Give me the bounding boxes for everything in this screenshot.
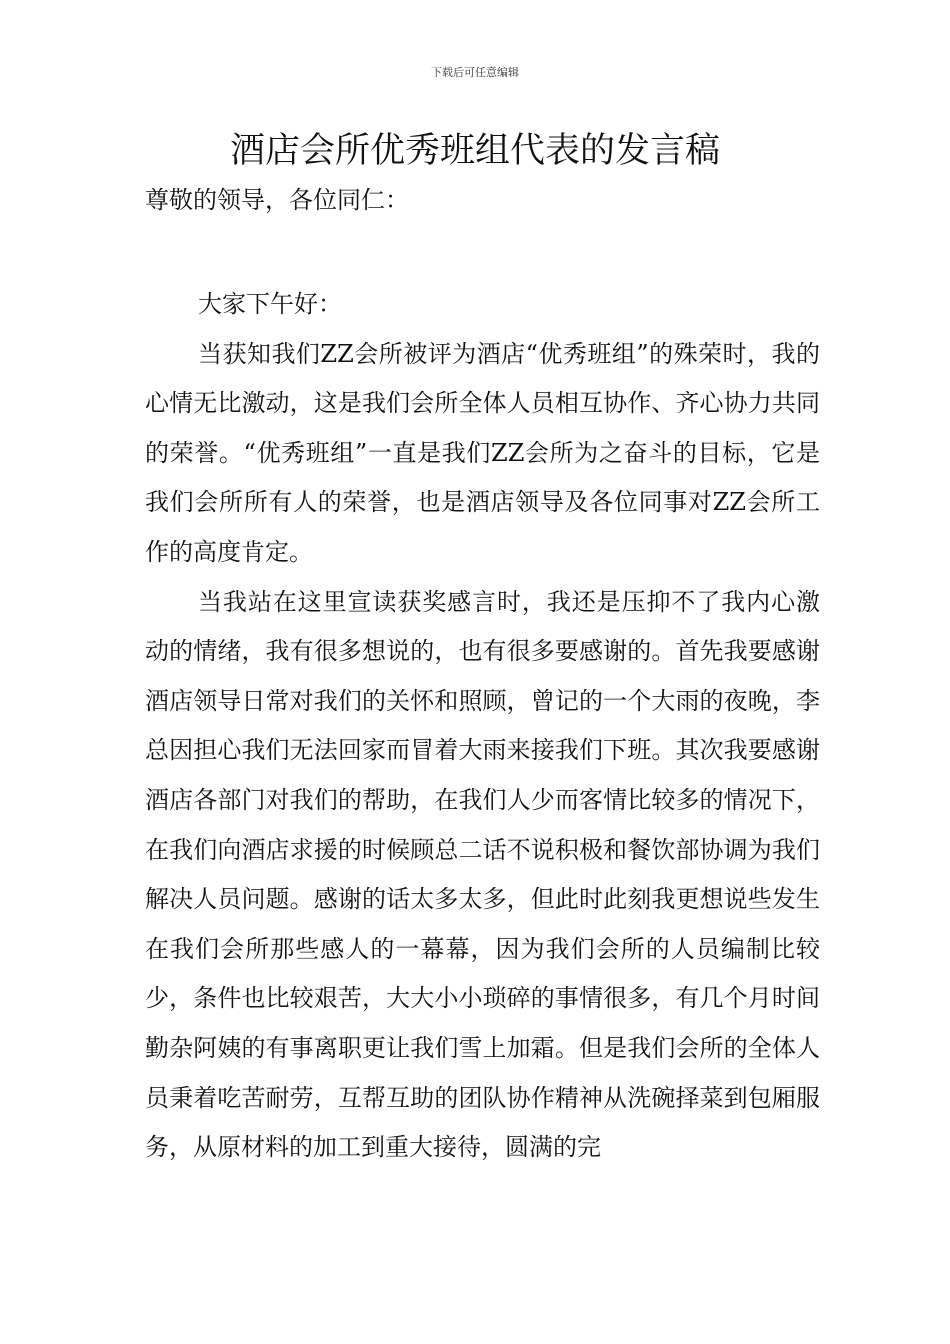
- paragraph-greeting: 大家下午好：: [198, 290, 342, 318]
- paragraph-thanks: 当我站在这里宣读获奖感言时，我还是压抑不了我内心激动的情绪，我有很多想说的，也有很多要感谢的。首先我要感谢酒店领导日常对我们的关怀和照顾，曾记的一个大雨的夜晚，李总因担心我们无法回家而冒着大雨来接我们下班。其次我要感谢酒店各部门对我们的帮助，在我们人少而客情比较多的情况下，在我们向酒店求援的时候顾总二话不说积极和餐饮部协调为我们解决人员问题。感谢的话太多太多，但此时此刻我更想说些发生在我们会所那些感人的一幕幕，因为我们会所的人员编制比较少，条件也比较艰苦，大大小小琐碎的事情很多，有几个月时间勤杂阿姨的有事离职更让我们雪上加霜。但是我们会所的全体人员秉着吃苦耐劳，互帮互助的团队协作精神从洗碗择菜到包厢服务，从原材料的加工到重大接待，圆满的完: [145, 587, 820, 1162]
- paragraph-award: 当获知我们ZZ会所被评为酒店“优秀班组”的殊荣时，我的心情无比激动，这是我们会所全体人员相互协作、齐心协力共同的荣誉。“优秀班组”一直是我们ZZ会所为之奋斗的目标，它是我们会所所有人的荣誉，也是酒店领导及各位同事对ZZ会所工作的高度肯定。: [145, 339, 820, 566]
- document-body: [145, 280, 820, 1173]
- salutation: 尊敬的领导，各位同仁：: [145, 186, 409, 214]
- header-note: 下载后可任意编辑: [431, 66, 519, 79]
- document-title: 酒店会所优秀班组代表的发言稿: [229, 131, 720, 171]
